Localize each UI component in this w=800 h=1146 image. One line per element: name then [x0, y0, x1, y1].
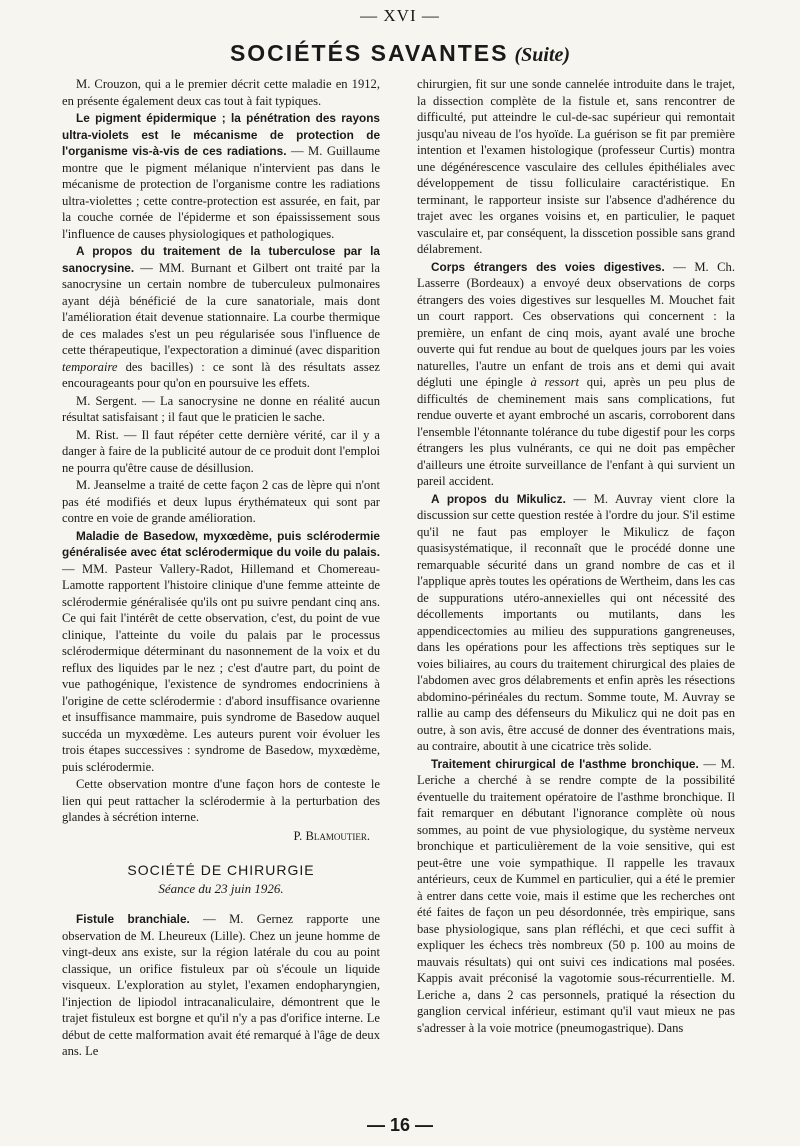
paragraph-heading: Maladie de Basedow, myxœdème, puis sclérodermie généralisée avec état sclérodermique du voile du palais.: [62, 528, 380, 559]
page-title-text: SOCIÉTÉS SAVANTES: [229, 40, 509, 66]
paragraph: [62, 528, 380, 776]
paragraph: [62, 243, 380, 392]
author-signature: P. Blamoutier.: [293, 828, 370, 843]
paragraph: M. Jeanselme a traité de cette façon 2 cas de lèpre qui n'ont pas été modifiés et deux lupus érythémateux qui sont par contre en voie de grande amélioration.: [62, 478, 380, 525]
paragraph-heading: Le pigment épidermique ; la pénétration des rayons ultra-violets est le mécanisme de protection de l'organisme vis-à-vis de ces radiations.: [62, 111, 380, 158]
paragraph-heading: A propos du traitement de la tuberculose par la sanocrysine.: [62, 244, 380, 275]
paragraph-body: — M. Ch. Lasserre (Bordeaux) a envoyé deux observations de corps étrangers des voies digestives sur lesquelles M. Mouchet fait un court rapport. Ces observations qui concernent : la première, un enfant de cinq mois, ayant avalé une broche ouverte qui fut rendue au bout de quelques jours par les voies naturelles, l'autre un enfant de trois ans et demi qui avait dégluti une épingle: [417, 259, 735, 389]
paragraph-body: — M. Gernez rapporte une observation de M. Lheureux (Lille). Chez un jeune homme de vingt-deux ans existe, sur la région latérale du cou au point classique, un orifice fistuleux par où s'écoule un liquide visqueux. L'exploration au stylet, l'examen endopharyngien, l'injection de lipiodol intracanaliculaire, démontrent que le trajet fistuleux est borgne et qu'il n'y a pas d'orifice interne. Le début de cette malformation avait été remarqué à l'âge de deux ans. Le: [62, 912, 380, 1058]
paragraph: [417, 756, 735, 1037]
paragraph-body: qui, après un peu plus de difficultés de cheminement mais sans complications, fut rendue ouverte et ayant embroché un ascaris, corroborent dans l'ensemble l'étonnante tolérance du tube digestif pour les corps étrangers les plus vulnérants, ce qui ne doit pas empêcher d'ailleurs une étroite surveillance de l'enfant à qui survient un pareil accident.: [417, 375, 735, 488]
paragraph: M. Rist. — Il faut répéter cette dernière vérité, car il y a danger à faire de la publicité autour de ce produit dont l'emploi ne pourra qu'être cause de désillusion.: [62, 427, 380, 475]
paragraph: Cette observation montre d'une façon hors de conteste le lien qui peut rattacher la sclérodermie à la perturbation des glandes à sécrétion interne.: [62, 777, 380, 824]
page-header-roman: — XVI —: [360, 6, 440, 25]
paragraph-body: des bacilles) : ce sont là des résultats assez encourageants pour qu'on en poursuive les effets.: [62, 359, 380, 390]
paragraph-body: — M. Guillaume montre que le pigment mélanique n'intervient pas dans le mécanisme de protection de l'organisme contre les radiations ultra-violettes ; cette contre-protection est assurée, en fait, par la couche cornée de l'épiderme et son épaississement sous l'influence de causes physiologiques et pathologiques.: [62, 144, 381, 241]
paragraph-body: — M. Auvray vient clore la discussion sur cette question restée à l'ordre du jour. S'il estime qu'il ne faut pas employer le Mikulicz de façon quasisystématique, il reconnaît que le procédé donne une remarquable sécurité dans un grand nombre de cas et il l'applique après toutes les opérations de Wertheim, dans les cas de suppurations utéro-annexielles qui ont nécessité des décollements importants ou mutilants, dans les appendicectomies au milieu des suppurations gangreneuses, dans les opérations pour les affections très septiques sur le voies biliaires, au cours du traitement chirurgical des plaies de l'abdomen avec gros délabrements et enfin après les résections abdomino-périnéales du rectum. Somme toute, M. Auvray se rallie au camp des défenseurs du Mikulicz qui ne doit pas en outre, à son avis, être accusé de donner des éventrations mais, au contraire, aboutit à une cicatrice très solide.: [417, 491, 736, 753]
paragraph-heading: Corps étrangers des voies digestives.: [431, 259, 665, 274]
paragraph: [62, 110, 380, 242]
paragraph-heading: Fistule branchiale.: [76, 912, 190, 926]
paragraph-heading: A propos du Mikulicz.: [431, 491, 566, 506]
paragraph: [417, 259, 735, 490]
paragraph-body: — MM. Burnant et Gilbert ont traité par la sanocrysine un certain nombre de tuberculeux pulmonaires ayant déjà bénéficié de la cure sanatoriale, mais dont l'amélioration était devenue stationnaire. La courbe thermique de ces malades s'est un peu régularisée sous l'influence de cette thérapeutique, l'expectoration a diminué (avec disparition: [62, 260, 380, 357]
page-title-suffix: (Suite): [514, 44, 571, 66]
right-column: [417, 76, 735, 1037]
paragraph: M. Crouzon, qui a le premier décrit cette maladie en 1912, en présente également deux cas tout à fait typiques.: [62, 77, 380, 108]
paragraph: M. Sergent. — La sanocrysine ne donne en réalité aucun résultat satisfaisant ; il faut que le praticien le sache.: [62, 393, 380, 424]
paragraph-heading: Traitement chirurgical de l'asthme bronchique.: [431, 756, 699, 771]
page-title: [0, 40, 800, 67]
page-number: — 16 —: [366, 1115, 434, 1135]
paragraph: [417, 491, 735, 755]
paragraph-body: — M. Leriche a cherché à se rendre compte de la possibilité éventuelle du traitement opératoire de l'asthme bronchique. Il fait remarquer en débutant l'ignorance complète où nous sommes, au point de vue physiologique, du système nerveux bronchique et particulièrement de la voie sensitive, qui est peut-être une voie sympathique. Il rappelle les travaux antérieurs, ceux de Kummel en particulier, qui a été le premier à entrer dans cette voie, mais il estime que les recherches ont été faites de façon un peu désordonnée, très empirique, sans base physiologique, sans plan réfléchi, et que ceci suffit à expliquer les échecs très nombreux (50 p. 100 au moins de mauvais résultats) qui ont suivi ces indications mal posées. Kappis avait préconisé la vagotomie sous-récurrentielle. M. Leriche a, dans 2 cas personnels, pratiqué la résection du ganglion cervical inférieur, estimant qu'il vaut mieux ne pas s'adresser à la voie motrice (pneumogastrique). Dans: [417, 756, 735, 1035]
section-title: SOCIÉTÉ DE CHIRURGIE: [127, 862, 315, 878]
paragraph: [62, 911, 380, 1060]
paragraph-body: — MM. Pasteur Vallery-Radot, Hillemand et Chomereau-Lamotte rapportent l'histoire clinique d'une femme atteinte de sclérodermie généralisée qu'ils ont pu suivre pendant cinq ans. Ce qui fait l'intérêt de cette observation, c'est, du point de vue clinique, l'atteinte du voile du palais par le processus sclérodermique déterminant du nasonnement de la voix et du reflux des liquides par le nez ; c'est d'autre part, du point de vue pathogénique, l'existence de syndromes endocriniens à l'origine de cette sclérodermie : d'abord insuffisance ovarienne et insuffisance mammaire, puis syndrome de Basedow auquel succéda un myxœdème. Les auteurs purent voir évoluer les trois étapes successives : syndrome de Basedow, myxœdème, puis sclérodermie.: [62, 561, 380, 774]
paragraph-emphasis: à ressort: [530, 375, 580, 389]
paragraph-emphasis: temporaire: [62, 359, 118, 374]
paragraph: chirurgien, fit sur une sonde cannelée introduite dans le trajet, la dissection complète de la fistule et, sans rencontrer de difficulté, put atteindre le cul-de-sac supérieur qui remontait jusqu'au niveau de l'os hyoïde. La guérison se fit par première intention et l'examen histologique (professeur Curtis) montra une dégénérescence vasculaire des cellules épithéliales avec développement de tissu folliculaire caractéristique. En terminant, le rapporteur insiste sur l'absence d'adhérence du trajet avec les organes voisins et, en particulier, le paquet vasculaire et, par conséquent, la disscetion possible sans grand délabrement.: [417, 77, 735, 256]
section-date: Séance du 23 juin 1926.: [158, 880, 284, 896]
left-column: [62, 76, 380, 1061]
